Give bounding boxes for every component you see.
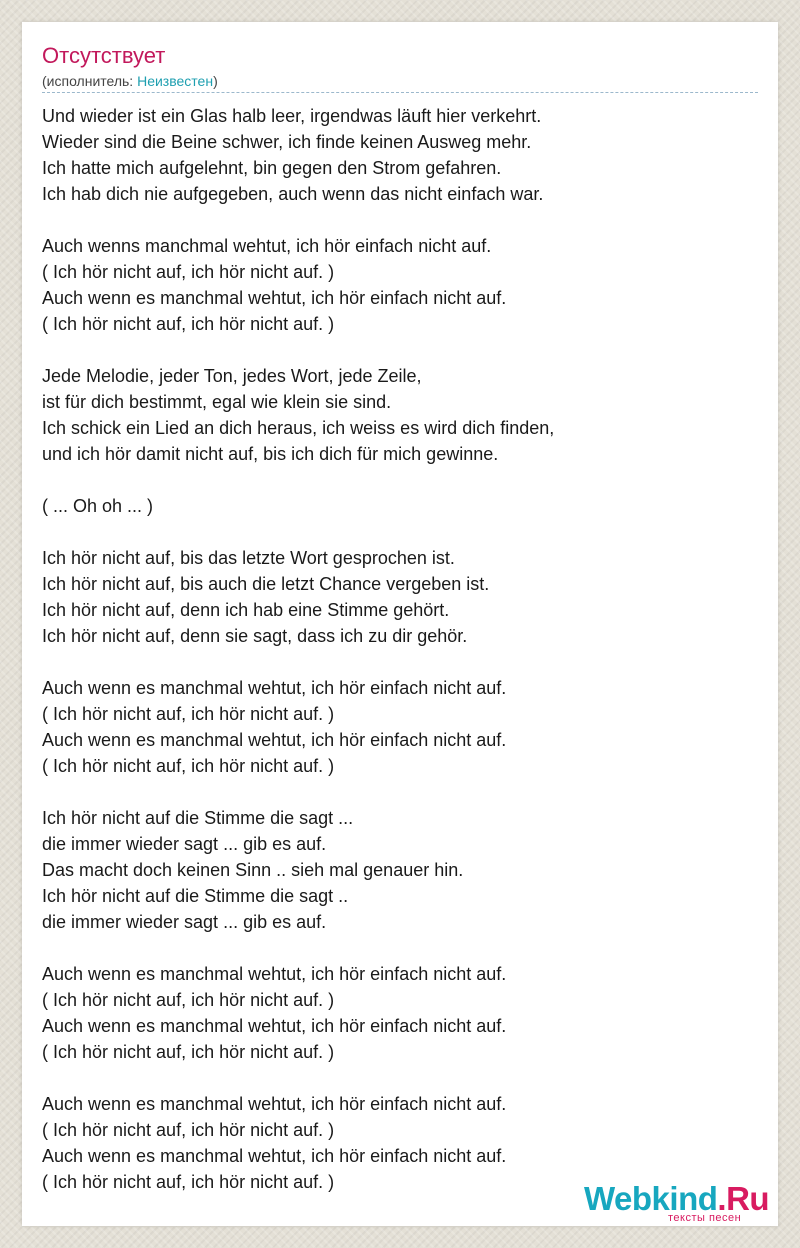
lyrics-spacer [42,779,758,805]
artist-link[interactable]: Неизвестен [137,73,214,89]
lyrics-line: Auch wenn es manchmal wehtut, ich hör einfach nicht auf. [42,1094,507,1114]
lyrics-line: Auch wenn es manchmal wehtut, ich hör einfach nicht auf. [42,964,507,984]
lyrics-line: Auch wenn es manchmal wehtut, ich hör einfach nicht auf. [42,288,507,308]
lyrics-line: ist für dich bestimmt, egal wie klein sie sind. [42,392,392,412]
lyrics-line: ( Ich hör nicht auf, ich hör nicht auf. ) [42,1042,335,1062]
lyrics-line: Auch wenn es manchmal wehtut, ich hör einfach nicht auf. [42,730,507,750]
lyrics-line: die immer wieder sagt ... gib es auf. [42,834,327,854]
lyrics-line: ( Ich hör nicht auf, ich hör nicht auf. ) [42,990,335,1010]
logo-main-text: Webkind [584,1180,718,1217]
lyrics-line: Ich hör nicht auf die Stimme die sagt .. [42,886,349,906]
lyrics-line: Ich hatte mich aufgelehnt, bin gegen den Strom gefahren. [42,158,502,178]
lyrics-spacer [42,1065,758,1091]
lyrics-line: ( Ich hör nicht auf, ich hör nicht auf. ) [42,1120,335,1140]
lyrics-line: Ich hör nicht auf, bis auch die letzt Chance vergeben ist. [42,574,490,594]
logo-suffix: .Ru [717,1180,770,1217]
song-meta [42,72,758,93]
lyrics-line: ( Ich hör nicht auf, ich hör nicht auf. ) [42,262,335,282]
lyrics-spacer [42,935,758,961]
lyrics-card [22,22,778,1226]
lyrics-line: ( ... Oh oh ... ) [42,496,154,516]
lyrics-line: Auch wenn es manchmal wehtut, ich hör einfach nicht auf. [42,1146,507,1166]
lyrics-line: Ich hab dich nie aufgegeben, auch wenn das nicht einfach war. [42,184,544,204]
lyrics-line: und ich hör damit nicht auf, bis ich dich für mich gewinne. [42,444,499,464]
lyrics-body [42,103,758,1195]
lyrics-line: ( Ich hör nicht auf, ich hör nicht auf. ) [42,756,335,776]
lyrics-line: Auch wenn es manchmal wehtut, ich hör einfach nicht auf. [42,1016,507,1036]
lyrics-line: ( Ich hör nicht auf, ich hör nicht auf. ) [42,314,335,334]
lyrics-spacer [42,519,758,545]
webkind-logo[interactable] [584,1180,774,1226]
lyrics-spacer [42,207,758,233]
lyrics-line: Ich hör nicht auf die Stimme die sagt ... [42,808,354,828]
lyrics-line: Ich schick ein Lied an dich heraus, ich weiss es wird dich finden, [42,418,555,438]
lyrics-line: Auch wenn es manchmal wehtut, ich hör einfach nicht auf. [42,678,507,698]
meta-suffix: ) [213,73,218,89]
lyrics-line: Jede Melodie, jeder Ton, jedes Wort, jede Zeile, [42,366,422,386]
lyrics-line: Ich hör nicht auf, denn sie sagt, dass ich zu dir gehör. [42,626,468,646]
lyrics-line: Auch wenns manchmal wehtut, ich hör einfach nicht auf. [42,236,492,256]
lyrics-line: Ich hör nicht auf, denn ich hab eine Stimme gehört. [42,600,450,620]
lyrics-line: ( Ich hör nicht auf, ich hör nicht auf. ) [42,1172,335,1192]
lyrics-line: Das macht doch keinen Sinn .. sieh mal genauer hin. [42,860,464,880]
lyrics-line: Ich hör nicht auf, bis das letzte Wort gesprochen ist. [42,548,455,568]
song-title: Отсутствует [42,43,166,68]
lyrics-spacer [42,649,758,675]
meta-prefix: (исполнитель: [42,73,138,89]
logo-tagline: тексты песен [668,1212,742,1224]
lyrics-line: Und wieder ist ein Glas halb leer, irgendwas läuft hier verkehrt. [42,106,542,126]
lyrics-spacer [42,467,758,493]
lyrics-line: ( Ich hör nicht auf, ich hör nicht auf. ) [42,704,335,724]
lyrics-line: die immer wieder sagt ... gib es auf. [42,912,327,932]
lyrics-spacer [42,337,758,363]
lyrics-line: Wieder sind die Beine schwer, ich finde keinen Ausweg mehr. [42,132,532,152]
